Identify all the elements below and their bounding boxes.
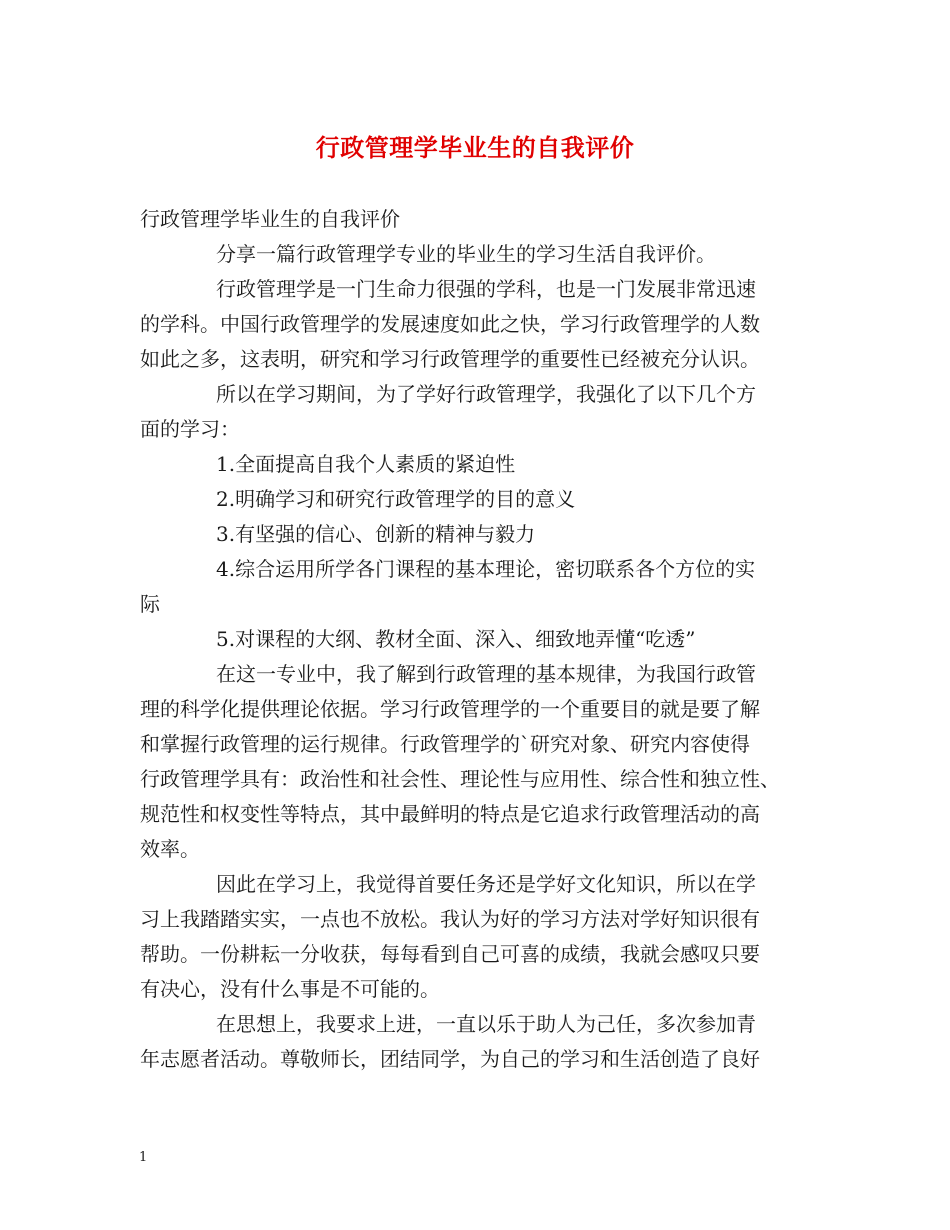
body-line: 在这一专业中，我了解到行政管理的基本规律，为我国行政管 [216, 662, 756, 686]
body-line: 行政管理学具有：政治性和社会性、理论性与应用性、综合性和独立性、 [140, 767, 780, 791]
list-item: 5.对课程的大纲、教材全面、深入、细致地弄懂“吃透” [216, 627, 696, 651]
body-line: 帮助。一份耕耘一分收获，每每看到自己可喜的成绩，我就会感叹只要 [140, 942, 760, 966]
body-line: 在思想上，我要求上进，一直以乐于助人为己任，多次参加青 [216, 1012, 756, 1036]
body-line: 和掌握行政管理的运行规律。行政管理学的`研究对象、研究内容使得 [140, 732, 750, 756]
body-line: 效率。 [140, 837, 200, 861]
body-line: 如此之多，这表明，研究和学习行政管理学的重要性已经被充分认识。 [140, 347, 760, 371]
body-line: 年志愿者活动。尊敬师长，团结同学，为自己的学习和生活创造了良好 [140, 1047, 760, 1071]
document-body [140, 202, 820, 1077]
body-line: 因此在学习上，我觉得首要任务还是学好文化知识，所以在学 [216, 872, 756, 896]
body-line: 有决心，没有什么事是不可能的。 [140, 977, 440, 1001]
list-item: 1.全面提高自我个人素质的紧迫性 [216, 452, 516, 476]
list-item: 3.有坚强的信心、创新的精神与毅力 [216, 522, 536, 546]
list-item: 4.综合运用所学各门课程的基本理论，密切联系各个方位的实 [216, 557, 756, 581]
list-item: 2.明确学习和研究行政管理学的目的意义 [216, 487, 576, 511]
body-line: 所以在学习期间，为了学好行政管理学，我强化了以下几个方 [216, 382, 756, 406]
body-line: 分享一篇行政管理学专业的毕业生的学习生活自我评价。 [216, 242, 716, 266]
body-line: 际 [140, 592, 160, 616]
body-line: 行政管理学是一门生命力很强的学科，也是一门发展非常迅速 [216, 277, 756, 301]
body-line: 的学科。中国行政管理学的发展速度如此之快，学习行政管理学的人数 [140, 312, 760, 336]
page-number: 1 [139, 1150, 148, 1165]
body-line: 规范性和权变性等特点，其中最鲜明的特点是它追求行政管理活动的高 [140, 802, 760, 826]
body-line: 习上我踏踏实实，一点也不放松。我认为好的学习方法对学好知识很有 [140, 907, 760, 931]
body-line: 行政管理学毕业生的自我评价 [140, 207, 400, 231]
body-line: 理的科学化提供理论依据。学习行政管理学的一个重要目的就是要了解 [140, 697, 760, 721]
document-title: 行政管理学毕业生的自我评价 [315, 133, 635, 162]
body-line: 面的学习： [140, 417, 240, 441]
